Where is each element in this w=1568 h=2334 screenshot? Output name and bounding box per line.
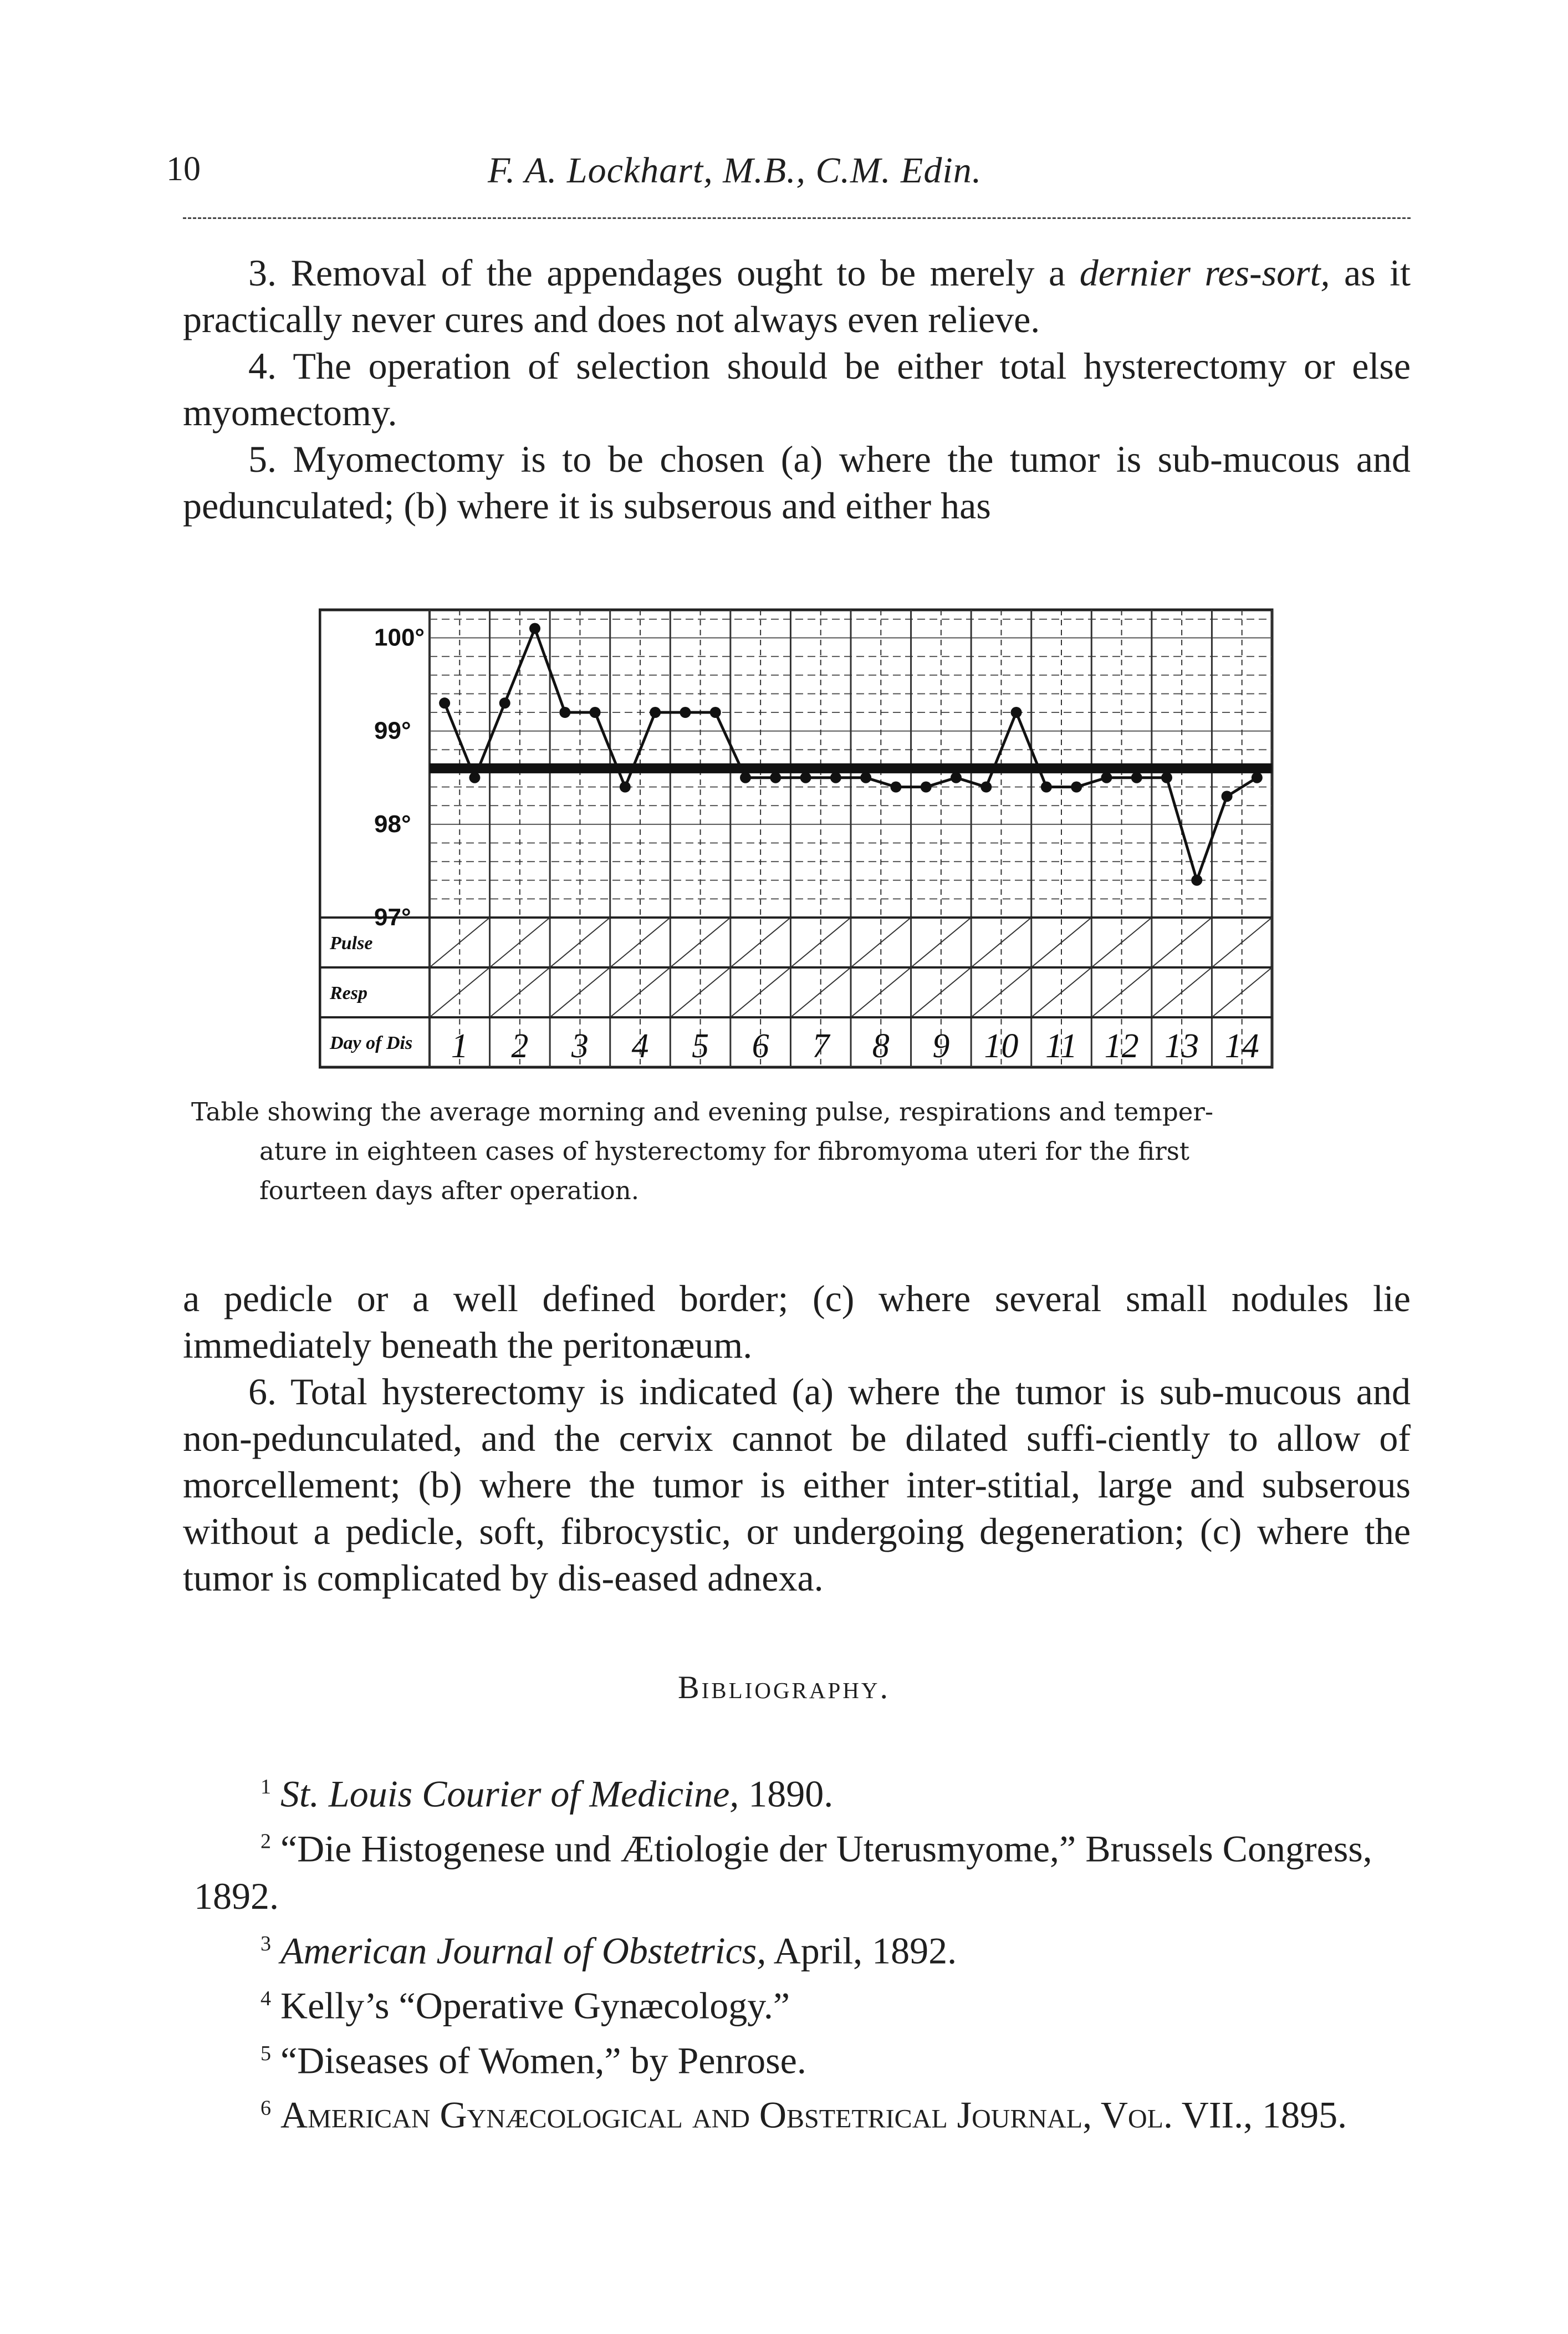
bibliography-list: [194, 1763, 1411, 2139]
paragraph-number: 4.: [248, 345, 277, 387]
day-label: 12: [1104, 1027, 1139, 1065]
row-label: Day of Dis: [330, 1033, 413, 1053]
temperature-point: [860, 772, 871, 783]
day-label: 4: [631, 1027, 649, 1065]
paragraph-number: 6.: [248, 1370, 277, 1413]
temperature-point: [951, 772, 962, 783]
temperature-point: [590, 707, 601, 718]
top-paragraphs: [183, 249, 1411, 529]
temperature-point: [710, 707, 721, 718]
day-label: 7: [812, 1027, 830, 1065]
temperature-point: [1101, 772, 1112, 783]
normal-temperature-line: [430, 763, 1272, 773]
temperature-point: [499, 697, 510, 709]
temperature-point: [890, 782, 901, 793]
temperature-chart: [319, 604, 1278, 1070]
day-label: 10: [984, 1027, 1019, 1065]
temperature-point: [1011, 707, 1022, 718]
entry-title: American Journal of Obstetrics,: [280, 1929, 767, 1972]
bibliography-entry: [194, 2030, 1411, 2085]
temperature-point: [1071, 782, 1082, 793]
footnote-number: 2: [261, 1830, 271, 1853]
header-rule: [183, 217, 1411, 219]
temperature-point: [770, 772, 781, 783]
figure-caption: [191, 1092, 1411, 1210]
paragraph-text: The operation of selection should be either total hysterectomy or else myomectomy.: [183, 345, 1411, 434]
y-tick-label: 100°: [374, 624, 425, 651]
paragraph-continuation: a pedicle or a well defined border; (c) where several small nodules lie immediately beneath the peritonæum.: [183, 1277, 1411, 1366]
paragraph-text: as it practically never cures and does not always even relieve.: [183, 252, 1411, 340]
day-label: 8: [872, 1027, 890, 1065]
entry-text: 1890.: [739, 1772, 834, 1815]
paragraph-text: Removal of the appendages ought to be merely a: [290, 252, 1080, 294]
caption-line: ature in eighteen cases of hysterectomy for fibromyoma uteri for the first: [259, 1137, 1189, 1166]
temperature-point: [529, 623, 540, 634]
temperature-point: [800, 772, 811, 783]
caption-line: fourteen days after operation.: [259, 1176, 640, 1205]
bibliography-entry: [194, 1975, 1411, 2030]
bibliography-entry: [194, 1818, 1411, 1920]
paragraph-text: Myomectomy is to be chosen (a) where the tumor is sub-mucous and pedunculated; (b) where it is subserous and either has: [183, 438, 1411, 527]
chart-frame: [320, 610, 1272, 1067]
footnote-number: 1: [261, 1775, 271, 1798]
temperature-point: [1041, 782, 1052, 793]
day-label: 9: [932, 1027, 950, 1065]
day-label: 14: [1224, 1027, 1259, 1065]
temperature-point: [469, 772, 480, 783]
footnote-number: 4: [261, 1986, 271, 2010]
page-header: [166, 150, 1413, 205]
paragraph-6: [183, 1368, 1411, 1601]
temperature-point: [650, 707, 661, 718]
footnote-number: 5: [261, 2041, 271, 2065]
paragraph-4: [183, 343, 1411, 436]
y-tick-label: 99°: [374, 717, 411, 745]
day-label: 13: [1164, 1027, 1199, 1065]
entry-text: “Die Histogenese und Ætiologie der Uterusmyome,” Brussels Congress, 1892.: [194, 1827, 1372, 1918]
temperature-point: [740, 772, 751, 783]
temperature-point: [1222, 791, 1233, 802]
paragraph-italic: dernier res-sort,: [1079, 252, 1330, 294]
temperature-point: [980, 782, 992, 793]
bibliography-entry: [194, 1920, 1411, 1975]
day-label: 1: [451, 1027, 468, 1065]
temperature-point: [830, 772, 841, 783]
y-tick-label: 98°: [374, 810, 411, 838]
paragraph-5: [183, 436, 1411, 529]
paragraph-number: 5.: [248, 438, 277, 480]
day-label: 3: [571, 1027, 589, 1065]
bibliography-entry: [194, 2084, 1411, 2139]
day-label: 11: [1045, 1027, 1077, 1065]
entry-text: Kelly’s “Operative Gynæcology.”: [280, 1984, 790, 2027]
running-title: F. A. Lockhart, M.B., C.M. Edin.: [488, 150, 982, 191]
day-label: 5: [692, 1027, 709, 1065]
footnote-number: 3: [261, 1932, 271, 1956]
paragraph-text: Total hysterectomy is indicated (a) where the tumor is sub-mucous and non-pedunculated, and the cervix cannot be dilated suffi-ciently to allow of morcellement; (b) where the tumor is either inter-stitial, large and subserous without a pedicle, soft, fibrocystic, or undergoing degeneration; (c) where the tumor is complicated by dis-eased adnexa.: [183, 1370, 1411, 1599]
temperature-point: [921, 782, 932, 793]
day-label: 2: [511, 1027, 529, 1065]
entry-text: April, 1892.: [766, 1929, 957, 1972]
day-label: 6: [752, 1027, 769, 1065]
row-label: Pulse: [330, 933, 373, 954]
page-number: 10: [166, 150, 201, 188]
entry-text: American Gynæcological and Obstetrical Journal, Vol. VII., 1895.: [280, 2093, 1347, 2136]
footnote-number: 6: [261, 2096, 271, 2120]
temperature-point: [620, 782, 631, 793]
y-tick-label: 97°: [374, 904, 411, 931]
temperature-point: [439, 697, 450, 709]
paragraph-number: 3.: [248, 252, 277, 294]
temperature-point: [680, 707, 691, 718]
bibliography-heading: Bibliography.: [677, 1669, 891, 1705]
row-label: Resp: [330, 983, 367, 1003]
temperature-point: [1191, 875, 1202, 886]
temperature-chart-svg: [319, 604, 1278, 1070]
caption-line: Table showing the average morning and evening pulse, respirations and temper-: [191, 1097, 1214, 1127]
temperature-point: [1131, 772, 1142, 783]
temperature-point: [1252, 772, 1263, 783]
entry-text: “Diseases of Women,” by Penrose.: [280, 2039, 806, 2082]
paragraph-3: [183, 249, 1411, 343]
temperature-point: [559, 707, 570, 718]
entry-title: St. Louis Courier of Medicine,: [280, 1772, 739, 1815]
bibliography-entry: [194, 1763, 1411, 1818]
lower-paragraphs: [183, 1275, 1411, 1601]
temperature-point: [1161, 772, 1172, 783]
